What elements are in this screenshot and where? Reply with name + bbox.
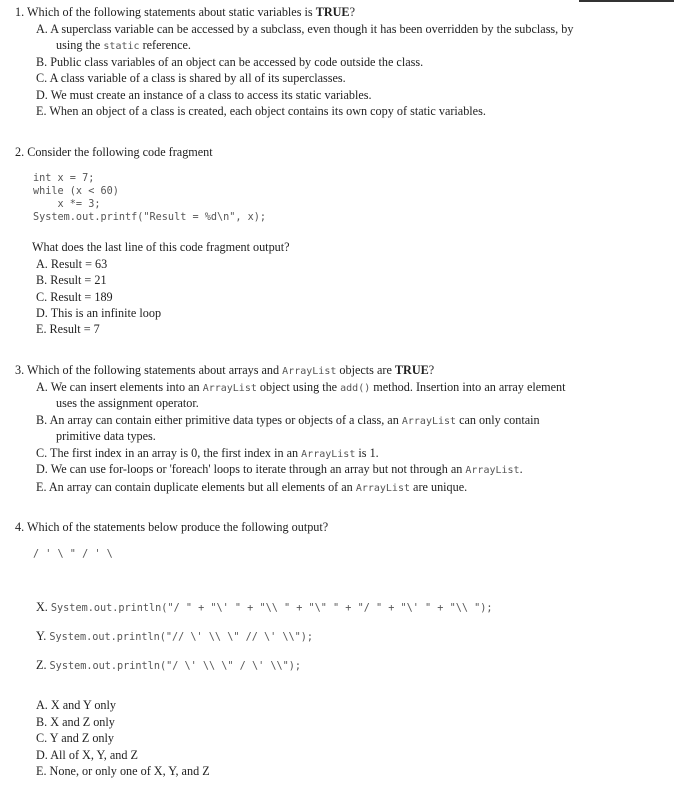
option-c	[36, 731, 114, 746]
option-a	[36, 698, 116, 713]
inline-code: ArrayList	[282, 366, 337, 377]
option-text: A superclass variable can be accessed by a subclass, even though it has been overridden by the subclass, by	[50, 22, 574, 36]
option-label: A.	[36, 380, 48, 394]
inline-code: add()	[340, 383, 371, 394]
statement-code: System.out.println("/ \' \\ \" / \' \\");	[49, 661, 302, 672]
question-prompt: Which of the following statements about static variables is	[26, 5, 316, 19]
option-label: C.	[36, 446, 48, 460]
option-text: Result = 189	[50, 290, 113, 304]
option-label: C.	[36, 290, 48, 304]
inline-code: ArrayList	[301, 449, 356, 460]
question-prompt: Which of the following statements about arrays and	[26, 363, 283, 377]
question-number: 1.	[15, 5, 25, 19]
question-3	[15, 363, 434, 379]
option-text: None, or only one of X, Y, and Z	[49, 764, 210, 778]
option-text: reference.	[139, 38, 191, 52]
question-prompt: objects are	[336, 363, 395, 377]
code-line: System.out.printf("Result = %d\n", x);	[33, 212, 267, 223]
option-text: An array can contain either primitive data types or objects of a class, an	[49, 413, 402, 427]
option-text: X and Z only	[50, 715, 115, 729]
option-c	[36, 290, 113, 305]
option-text: method. Insertion into an array element	[370, 380, 566, 394]
option-e	[36, 480, 467, 496]
option-label: B.	[36, 715, 48, 729]
option-a-cont: uses the assignment operator.	[56, 396, 199, 410]
statement-label: Y.	[36, 629, 47, 643]
option-b	[36, 55, 423, 70]
option-b	[36, 715, 115, 730]
option-text: are unique.	[410, 480, 468, 494]
question-prompt-end: ?	[349, 5, 355, 19]
statement-label: Z.	[36, 658, 47, 672]
option-label: E.	[36, 104, 47, 118]
question-prompt: Which of the statements below produce the following output?	[26, 520, 329, 534]
question-1	[15, 5, 355, 20]
option-label: E.	[36, 480, 47, 494]
statement-label: X.	[36, 600, 48, 614]
statement-code: System.out.println("// \' \\ \" // \' \\");	[49, 632, 314, 643]
option-label: B.	[36, 273, 48, 287]
option-d	[36, 306, 161, 321]
option-label: D.	[36, 748, 48, 762]
option-text: Result = 63	[50, 257, 108, 271]
question-text: What does the last line of this code fragment output?	[32, 240, 290, 254]
inline-code: ArrayList	[401, 416, 457, 427]
option-e	[36, 764, 210, 779]
option-a	[36, 380, 566, 396]
option-label: A.	[36, 22, 48, 36]
option-label: A.	[36, 257, 48, 271]
inline-code: ArrayList	[355, 483, 410, 494]
statement-y	[36, 629, 313, 645]
option-a-cont	[56, 38, 191, 54]
option-text: is 1.	[355, 446, 379, 460]
inline-code: ArrayList	[465, 465, 520, 476]
option-a	[36, 22, 573, 37]
option-b	[36, 273, 107, 288]
option-text: Y and Z only	[49, 731, 114, 745]
option-b-cont: primitive data types.	[56, 429, 156, 443]
option-label: C.	[36, 71, 48, 85]
option-text: using the	[56, 38, 104, 52]
option-a	[36, 257, 107, 272]
option-text: .	[519, 462, 523, 476]
inline-code: ArrayList	[202, 383, 257, 394]
option-c	[36, 71, 346, 86]
option-text: An array can contain duplicate elements but all elements of an	[48, 480, 356, 494]
option-label: D.	[36, 88, 48, 102]
option-text: Result = 21	[50, 273, 107, 287]
code-line: x *= 3;	[33, 199, 101, 210]
option-label: D.	[36, 306, 48, 320]
option-label: B.	[36, 55, 48, 69]
option-text: All of X, Y, and Z	[50, 748, 138, 762]
option-text: A class variable of a class is shared by all of its superclasses.	[49, 71, 346, 85]
statement-code: System.out.println("/ " + "\' " + "\\ " + "\" " + "/ " + "\' " + "\\ ");	[50, 603, 493, 614]
option-label: E.	[36, 322, 47, 336]
option-text: The first index in an array is 0, the first index in an	[50, 446, 302, 460]
option-label: A.	[36, 698, 48, 712]
option-label: D.	[36, 462, 48, 476]
option-text: object using the	[256, 380, 341, 394]
option-text: can only contain	[456, 413, 540, 427]
emphasis: TRUE	[315, 5, 350, 19]
option-label: B.	[36, 413, 48, 427]
code-line: int x = 7;	[33, 173, 95, 184]
option-d	[36, 88, 372, 103]
question-4	[15, 520, 328, 535]
option-label: E.	[36, 764, 47, 778]
option-d	[36, 748, 138, 763]
option-b	[36, 413, 540, 429]
option-d	[36, 462, 523, 478]
question-number: 2.	[15, 145, 25, 159]
option-text: Result = 7	[49, 322, 100, 336]
header-rule	[579, 0, 674, 2]
option-text: We can use for-loops or 'foreach' loops to iterate through an array but not through an	[50, 462, 466, 476]
option-c	[36, 446, 379, 462]
option-text: This is an infinite loop	[50, 306, 162, 320]
question-number: 4.	[15, 520, 25, 534]
question-2	[15, 145, 213, 160]
option-text: We can insert elements into an	[50, 380, 203, 394]
option-label: C.	[36, 731, 48, 745]
inline-code: static	[103, 41, 140, 52]
expected-output: / ' \ " / ' \	[33, 549, 113, 560]
option-e	[36, 322, 100, 337]
emphasis: TRUE	[394, 363, 429, 377]
option-e	[36, 104, 486, 119]
option-text: We must create an instance of a class to access its static variables.	[50, 88, 372, 102]
option-text: X and Y only	[50, 698, 117, 712]
question-prompt: Consider the following code fragment	[27, 145, 213, 159]
option-text: Public class variables of an object can be accessed by code outside the class.	[50, 55, 424, 69]
option-text: When an object of a class is created, each object contains its own copy of static variables.	[49, 104, 486, 118]
code-line: while (x < 60)	[33, 186, 119, 197]
statement-x	[36, 600, 493, 616]
statement-z	[36, 658, 301, 674]
question-number: 3.	[15, 363, 25, 377]
question-prompt-end: ?	[428, 363, 435, 377]
